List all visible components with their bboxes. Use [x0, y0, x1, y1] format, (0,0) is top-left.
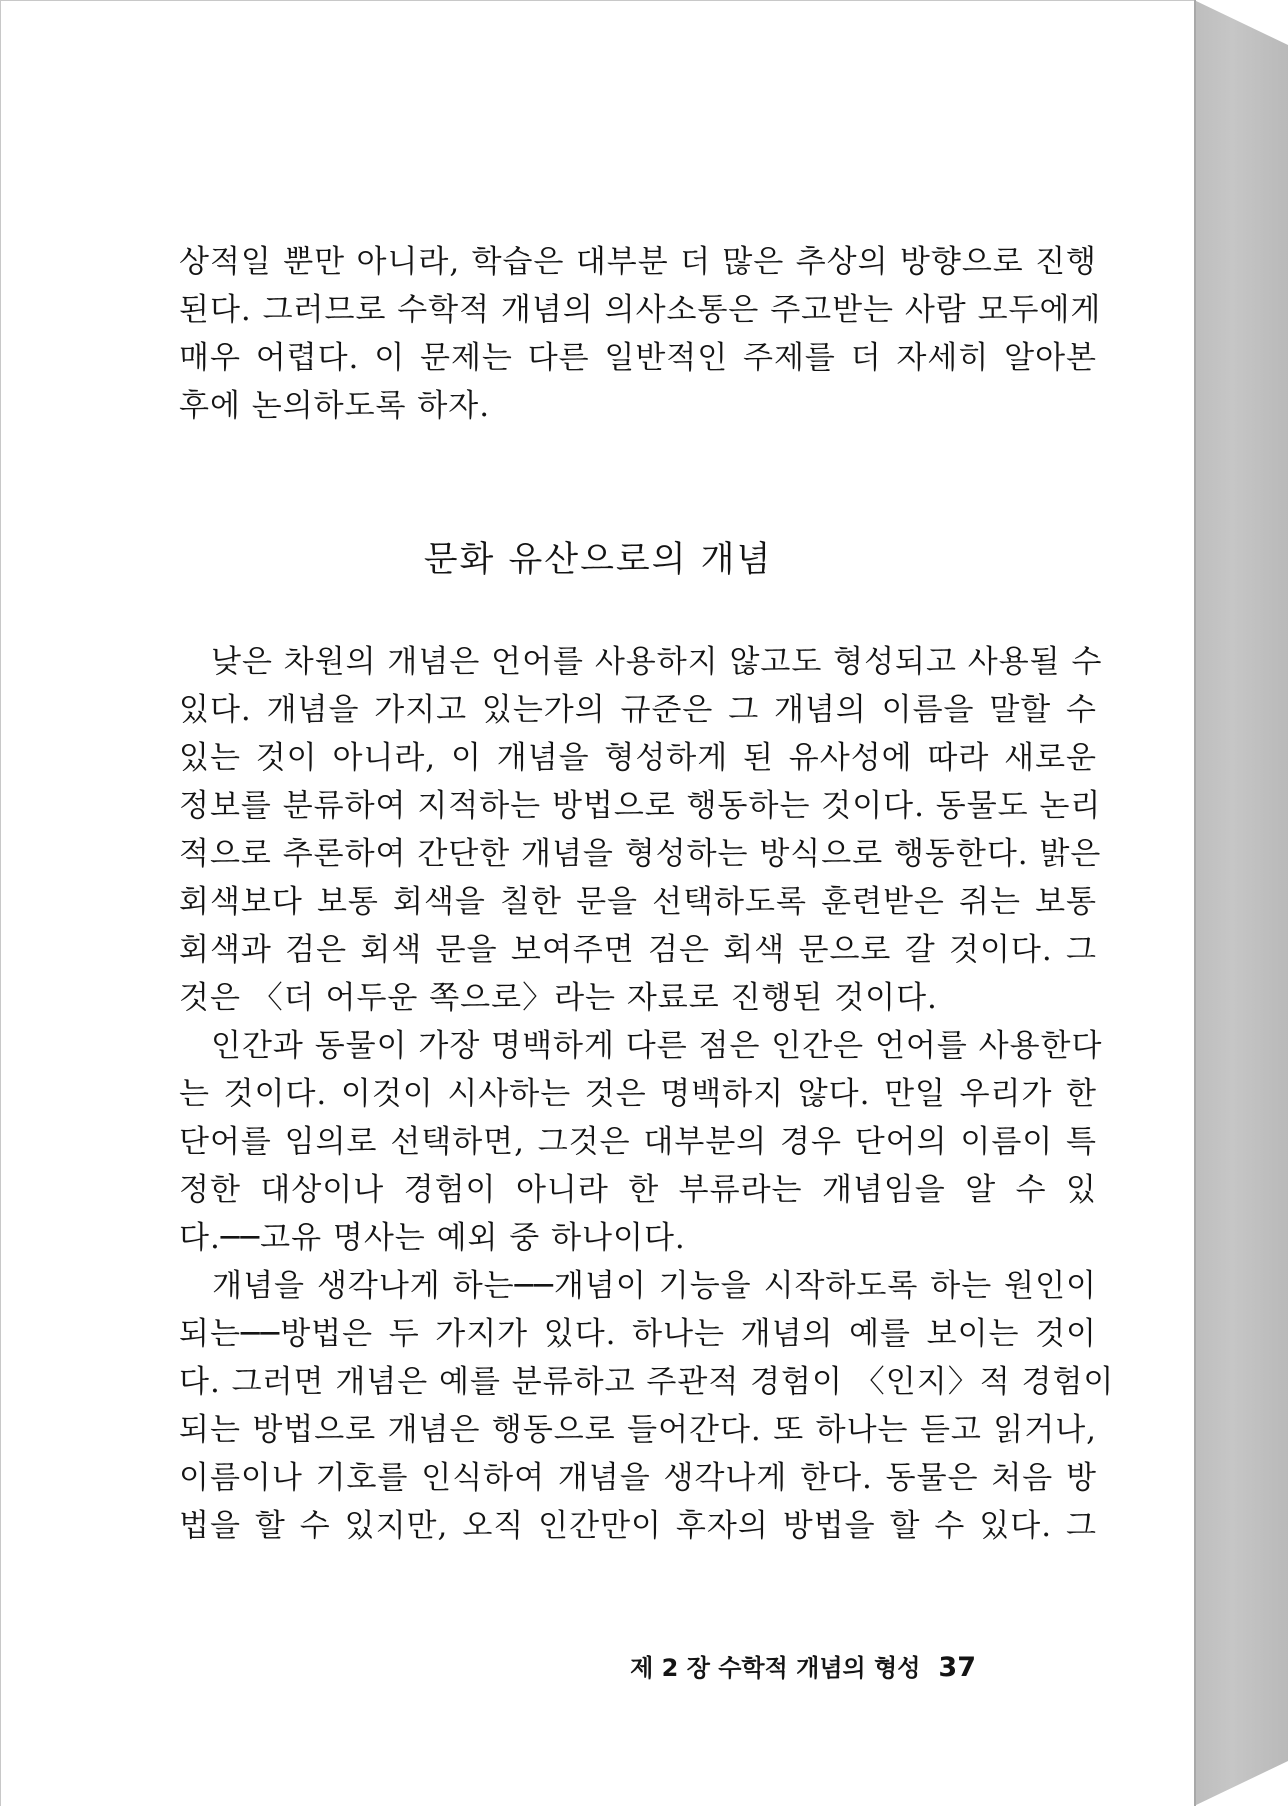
text-line: 정보를 분류하여 지적하는 방법으로 행동하는 것이다. 동물도 논리 — [179, 788, 1102, 824]
text-line: 는 것이다. 이것이 시사하는 것은 명백하지 않다. 만일 우리가 한 — [179, 1076, 1097, 1112]
text-line: 되는 방법으로 개념은 행동으로 들어간다. 또 하나는 듣고 읽거나, — [179, 1412, 1097, 1448]
text-line: 후에 논의하도록 하자. — [179, 388, 491, 424]
text-line: 있는 것이 아니라, 이 개념을 형성하게 된 유사성에 따라 새로운 — [179, 740, 1097, 776]
top-paragraph — [179, 238, 1102, 430]
text-line: 것은 〈더 어두운 쪽으로〉라는 자료로 진행된 것이다. — [179, 980, 938, 1016]
page-footer — [630, 1648, 976, 1683]
page-edge — [1194, 0, 1288, 1806]
section-heading: 문화 유산으로의 개념 — [423, 540, 773, 580]
text-line: 매우 어렵다. 이 문제는 다른 일반적인 주제를 더 자세히 알아본 — [179, 340, 1097, 376]
text-line: 회색과 검은 회색 문을 보여주면 검은 회색 문으로 갈 것이다. 그 — [179, 932, 1097, 968]
page-number: 37 — [938, 1652, 976, 1683]
text-line: 법을 할 수 있지만, 오직 인간만이 후자의 방법을 할 수 있다. 그 — [179, 1508, 1097, 1544]
text-line: 적으로 추론하여 간단한 개념을 형성하는 방식으로 행동한다. 밝은 — [179, 836, 1102, 872]
text-line: 되는──방법은 두 가지가 있다. 하나는 개념의 예를 보이는 것이 — [179, 1316, 1097, 1352]
text-line: 인간과 동물이 가장 명백하게 다른 점은 인간은 언어를 사용한다 — [179, 1028, 1103, 1064]
page-edge-line — [1194, 0, 1196, 1806]
text-line: 다. 그러면 개념은 예를 분류하고 주관적 경험이 〈인지〉적 경험이 — [179, 1364, 1115, 1400]
text-line: 상적일 뿐만 아니라, 학습은 대부분 더 많은 추상의 방향으로 진행 — [179, 244, 1097, 280]
text-line: 낮은 차원의 개념은 언어를 사용하지 않고도 형성되고 사용될 수 — [179, 644, 1103, 680]
text-line: 이름이나 기호를 인식하여 개념을 생각나게 한다. 동물은 처음 방 — [179, 1460, 1097, 1496]
body-text — [179, 638, 1115, 1550]
text-line: 개념을 생각나게 하는──개념이 기능을 시작하도록 하는 원인이 — [179, 1268, 1097, 1304]
text-line: 회색보다 보통 회색을 칠한 문을 선택하도록 훈련받은 쥐는 보통 — [179, 884, 1097, 920]
text-line: 있다. 개념을 가지고 있는가의 규준은 그 개념의 이름을 말할 수 — [179, 692, 1097, 728]
text-line: 단어를 임의로 선택하면, 그것은 대부분의 경우 단어의 이름이 특 — [179, 1124, 1097, 1160]
text-line: 정한 대상이나 경험이 아니라 한 부류라는 개념임을 알 수 있 — [179, 1172, 1097, 1208]
text-line: 된다. 그러므로 수학적 개념의 의사소통은 주고받는 사람 모두에게 — [179, 292, 1102, 328]
text-line: 다.──고유 명사는 예외 중 하나이다. — [179, 1220, 686, 1256]
chapter-title: 제 2 장 수학적 개념의 형성 — [630, 1654, 921, 1682]
